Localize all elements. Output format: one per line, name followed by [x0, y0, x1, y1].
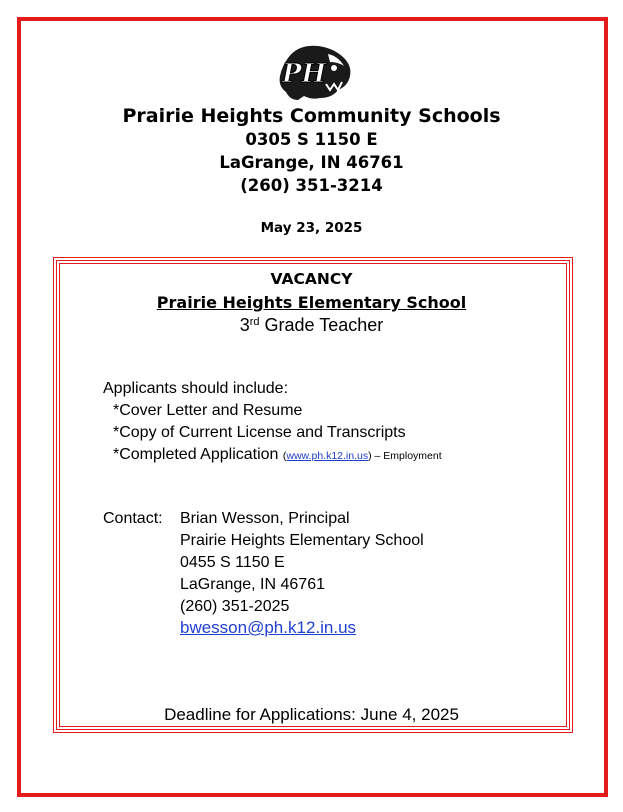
position-title: Grade Teacher	[259, 315, 384, 335]
panther-logo-icon	[268, 40, 354, 104]
contact-label: Contact:	[103, 510, 163, 527]
application-employment-note: ) – Employment	[368, 450, 442, 462]
application-label: *Completed Application	[113, 446, 283, 463]
application-website-link[interactable]: www.ph.k12.in.us	[286, 450, 369, 462]
applicants-intro: Applicants should include:	[103, 380, 289, 397]
org-phone: (260) 351-3214	[240, 176, 383, 195]
vacancy-title: VACANCY	[270, 270, 353, 288]
applicants-item-application	[113, 446, 442, 464]
grade-number: 3	[239, 315, 250, 335]
contact-phone: (260) 351-2025	[180, 598, 290, 615]
org-address-line2: LaGrange, IN 46761	[219, 153, 404, 172]
org-name: Prairie Heights Community Schools	[122, 105, 501, 127]
applicants-item-cover-letter: *Cover Letter and Resume	[113, 402, 303, 419]
vacancy-position	[0, 315, 623, 336]
contact-school: Prairie Heights Elementary School	[180, 532, 424, 549]
contact-address2: LaGrange, IN 46761	[180, 576, 325, 593]
grade-suffix: rd	[249, 316, 260, 328]
application-deadline: Deadline for Applications: June 4, 2025	[164, 705, 459, 724]
contact-name: Brian Wesson, Principal	[180, 510, 350, 527]
vacancy-school: Prairie Heights Elementary School	[156, 293, 467, 312]
org-address-line1: 0305 S 1150 E	[245, 130, 378, 149]
posting-date: May 23, 2025	[260, 220, 363, 236]
applicants-item-license: *Copy of Current License and Transcripts	[113, 424, 406, 441]
contact-email-link[interactable]: bwesson@ph.k12.in.us	[180, 618, 357, 637]
application-paren: (	[282, 450, 287, 462]
contact-address1: 0455 S 1150 E	[180, 554, 285, 571]
svg-text:PH: PH	[282, 59, 327, 89]
